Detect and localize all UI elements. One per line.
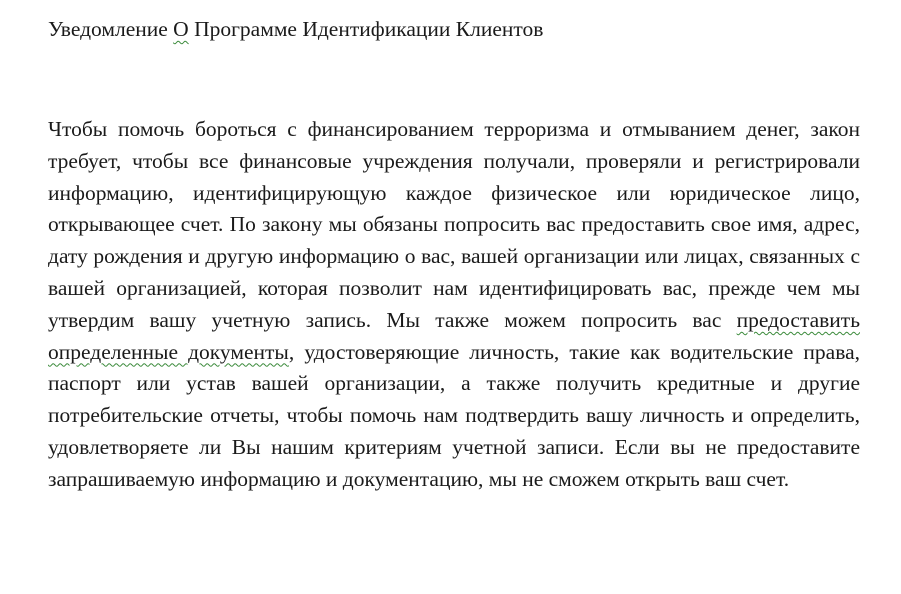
- grammar-flagged-phrase[interactable]: предоставить определенные документы: [48, 307, 860, 364]
- document-title: [48, 15, 543, 43]
- title-text-end: Программе Идентификации Клиентов: [188, 17, 544, 41]
- paragraph-text-start: Чтобы помочь бороться с финансированием терроризма и отмыванием денег, закон требует, чтобы все финансовые учреждения получали, проверяли и регистрировали информацию, идентифицирующую каждое физическое или юридическое лицо, открывающее счет. По закону мы обязаны попросить вас предоставить свое имя, адрес, дату рождения и другую информацию о вас, вашей организации или лицах, связанных с вашей организацией, которая позволит нам идентифицировать вас, прежде чем мы утвердим вашу учетную запись. Мы также можем попросить вас: [48, 117, 860, 332]
- title-text-start: Уведомление: [48, 17, 174, 41]
- grammar-flagged-word[interactable]: О: [173, 17, 189, 41]
- notice-paragraph: [48, 114, 860, 496]
- paragraph-text-end: , удостоверяющие личность, такие как водительские права, паспорт или устав вашей организации, а также получить кредитные и другие потребительские отчеты, чтобы помочь нам подтвердить вашу личность и определить, удовлетворяете ли Вы нашим критериям учетной записи. Если вы не предоставите запрашиваемую информацию и документацию, мы не сможем открыть ваш счет.: [48, 339, 861, 491]
